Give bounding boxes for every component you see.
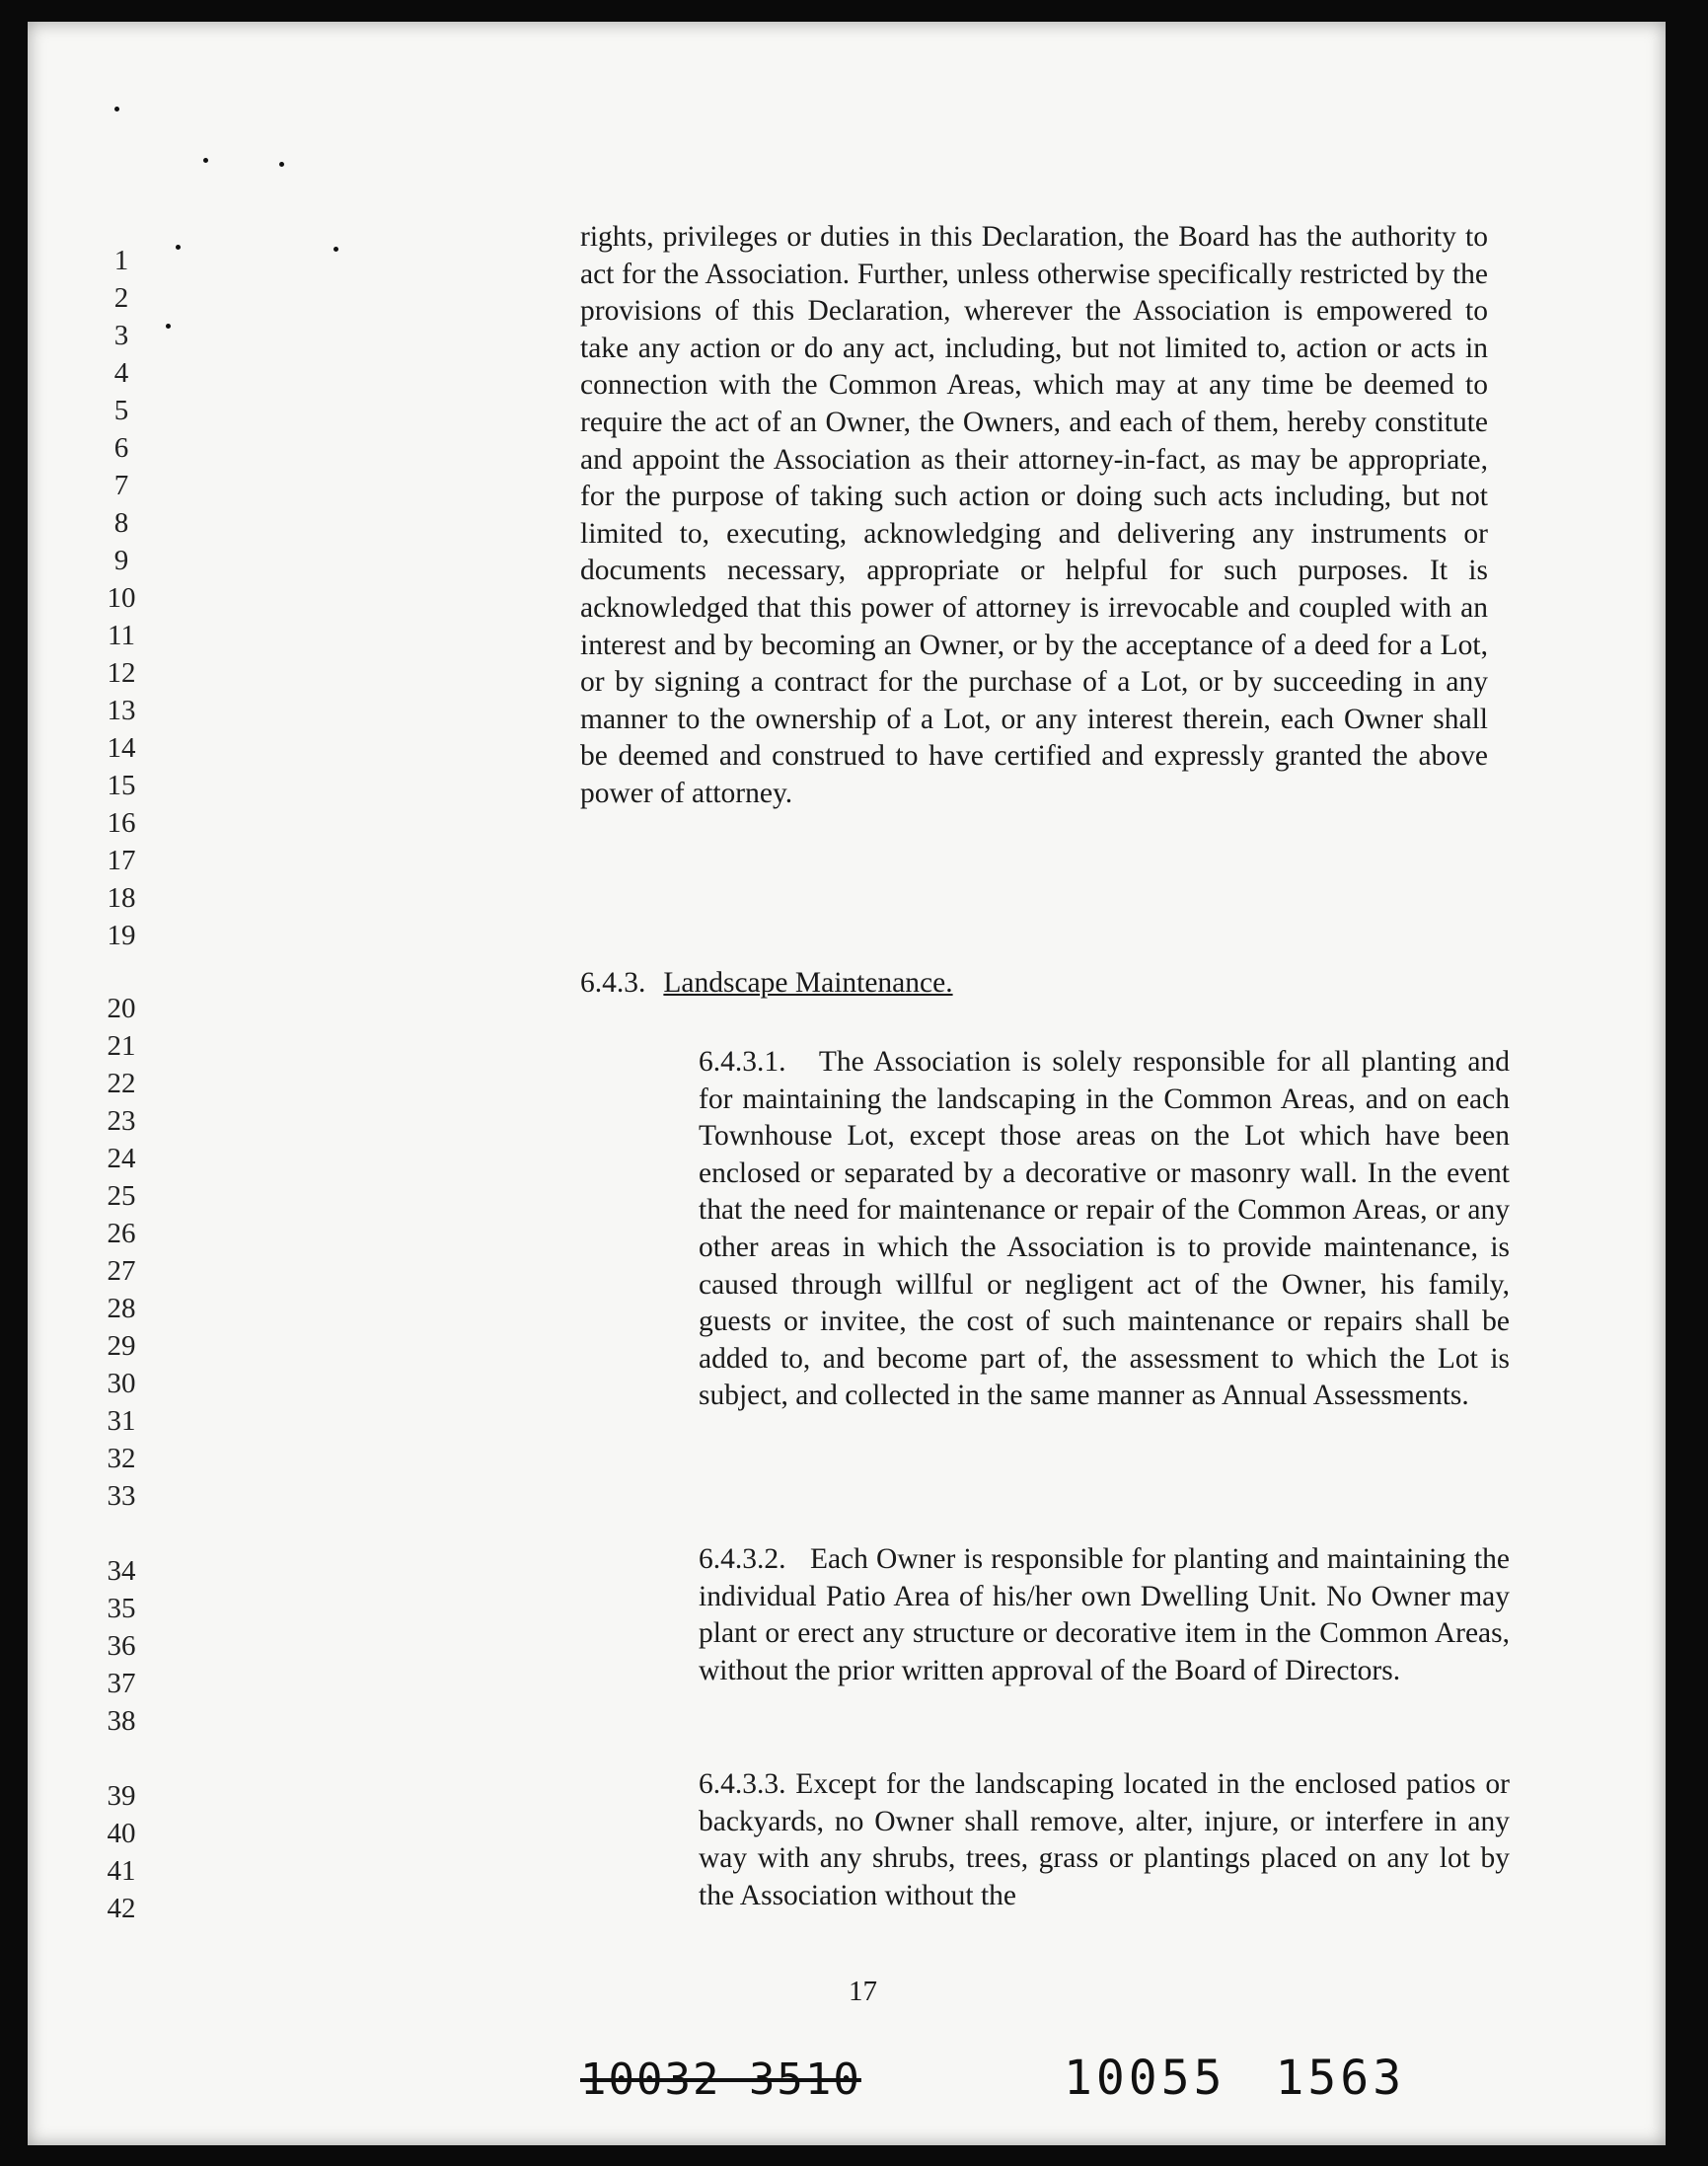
line-number: 4 [113,357,129,389]
line-number: 33 [107,1480,136,1512]
subsection-6-4-3-2 [699,1541,1510,1689]
line-number: 40 [107,1818,136,1849]
line-number: 14 [107,732,136,764]
line-number: 7 [113,470,129,501]
line-number: 36 [107,1630,136,1662]
line-number: 11 [108,620,135,651]
section-title: Landscape Maintenance. [663,967,953,999]
line-number: 42 [107,1893,136,1924]
subsection-6-4-3-3 [699,1766,1510,1914]
line-number: 38 [107,1705,136,1737]
line-number: 1 [113,245,129,276]
scan-speck [334,247,338,252]
scan-speck [166,324,171,329]
scan-speck [176,245,181,250]
recording-book-number: 10055 [1064,2051,1226,2106]
subsection-number: 6.4.3.1. [699,1046,786,1078]
line-number: 6 [113,432,129,464]
line-number: 5 [113,395,129,426]
line-number: 27 [107,1255,136,1287]
recording-page-number: 1563 [1275,2051,1406,2106]
recording-stamp [1064,2051,1454,2106]
intro-paragraph [580,219,1488,813]
section-heading [580,967,953,1000]
line-number: 23 [107,1105,136,1137]
line-number: 22 [107,1068,136,1099]
subsection-text: Each Owner is responsible for planting and maintaining the individual Patio Area of his/her own Dwelling Unit. No Owner may plant or erect any structure or decorative item in the Common Areas, without the prior written approval of the Board of Directors. [699,1543,1510,1686]
subsection-6-4-3-1 [699,1044,1510,1415]
line-number: 10 [107,582,136,614]
line-number: 28 [107,1293,136,1324]
struck-recording-stamp: 10032 3510 [580,2054,861,2105]
line-number: 37 [107,1668,136,1699]
line-number: 25 [107,1180,136,1212]
scan-speck [279,162,284,167]
line-number: 20 [107,993,136,1024]
line-number: 13 [107,695,136,726]
line-number: 29 [107,1330,136,1362]
line-number: 26 [107,1218,136,1249]
line-number: 19 [107,920,136,951]
line-number: 32 [107,1443,136,1474]
line-number: 41 [107,1855,136,1887]
line-number: 24 [107,1143,136,1174]
subsection-number: 6.4.3.3. [699,1768,786,1800]
subsection-text: Except for the landscaping located in the enclosed patios or backyards, no Owner shall remove, alter, injure, or interfere in any way with any shrubs, trees, grass or plantings placed on any lot by the Association without the [699,1768,1511,1911]
line-number: 3 [113,320,129,351]
document-page [28,22,1666,2145]
line-number: 12 [107,657,136,689]
line-number: 18 [107,882,136,914]
section-number: 6.4.3. [580,967,646,999]
intro-paragraph-text: rights, privileges or duties in this Declaration, the Board has the authority to act for the Association. Further, unless otherwise specifically restricted by the provisions of this Declaration, wherever the Association is empowered to take any action or do any act, including, but not limited to, action or acts in connection with the Common Areas, which may at any time be deemed to require the act of an Owner, the Owners, and each of them, hereby constitute and appoint the Association as their attorney-in-fact, as may be appropriate, for the purpose of taking such action or doing such acts including, but not limited to, executing, acknowledging and delivering any instruments or documents necessary, appropriate or helpful for such purposes. It is acknowledged that this power of attorney is irrevocable and coupled with an interest and by becoming an Owner, or by the acceptance of a deed for a Lot, or by signing a contract for the purchase of a Lot, or by succeeding in any manner to the ownership of a Lot, or any interest therein, each Owner shall be deemed and construed to have certified and expressly granted the above power of attorney. [580,221,1488,809]
line-number: 2 [113,282,129,314]
subsection-number: 6.4.3.2. [699,1543,786,1575]
line-number: 31 [107,1405,136,1437]
line-number: 30 [107,1368,136,1399]
line-number: 8 [113,507,129,539]
scan-speck [114,107,119,112]
line-number: 15 [107,770,136,801]
line-number: 9 [113,545,129,576]
line-number: 21 [107,1030,136,1062]
line-number: 35 [107,1593,136,1624]
line-number: 34 [107,1555,136,1587]
scan-speck [203,158,208,163]
line-number: 16 [107,807,136,839]
page-number: 17 [849,1976,877,2007]
line-number: 17 [107,845,136,876]
line-number: 39 [107,1780,136,1812]
subsection-text: The Association is solely responsible for all planting and for maintaining the landscaping in the Common Areas, and on each Townhouse Lot, except those areas on the Lot which have been enclosed or separated by a decorative or masonry wall. In the event that the need for maintenance or repair of the Common Areas, or any other areas in which the Association is to provide maintenance, is caused through willful or negligent act of the Owner, his family, guests or invitee, the cost of such maintenance or repairs shall be added to, and become part of, the assessment to which the Lot is subject, and collected in the same manner as Annual Assessments. [699,1046,1510,1412]
